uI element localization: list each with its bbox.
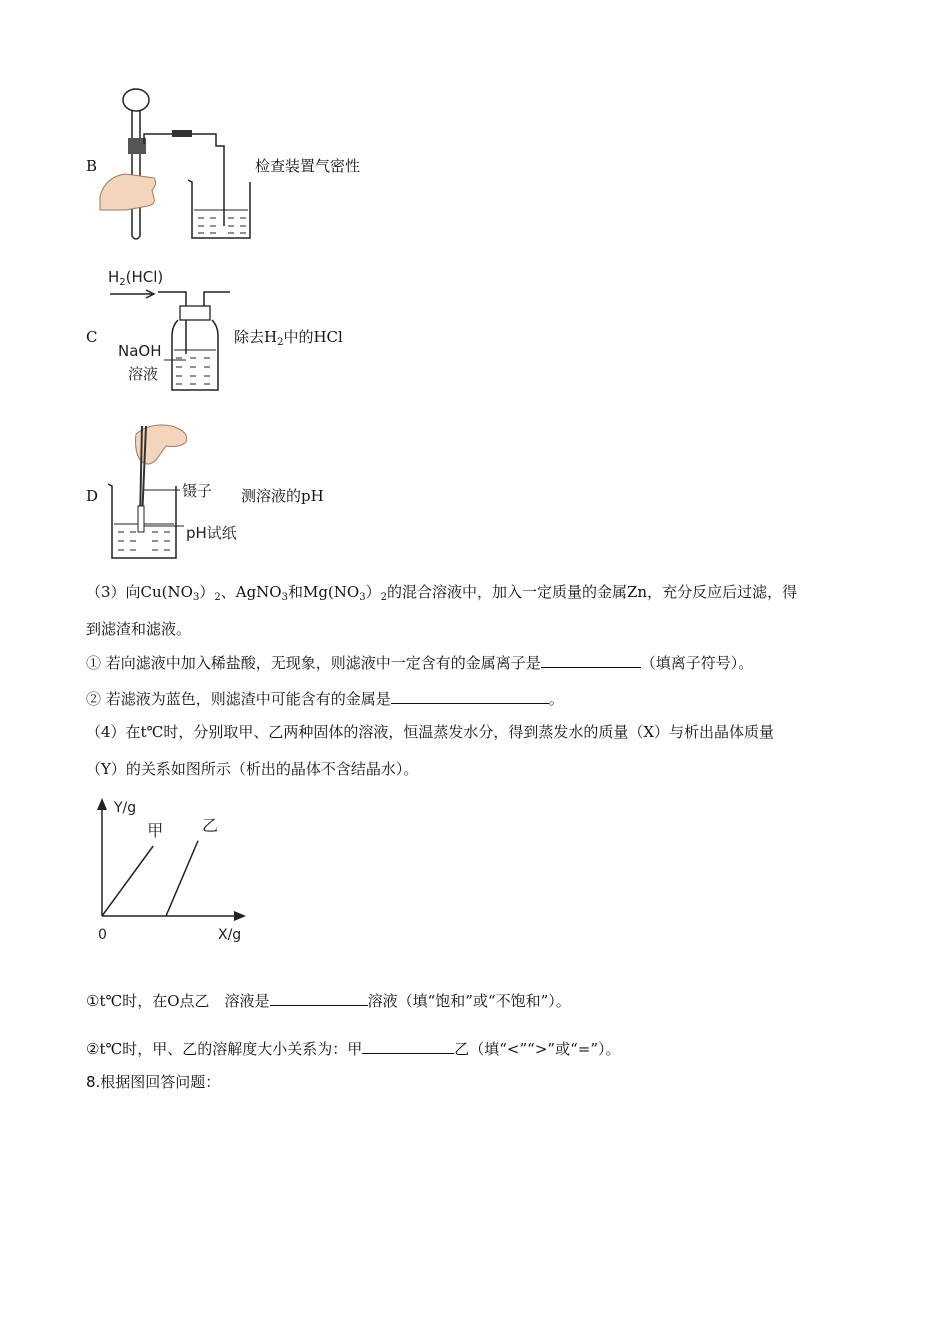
- option-d-caption: 测溶液的pH: [241, 487, 324, 505]
- svg-text:镊子: 镊子: [182, 482, 213, 500]
- series-label-jia: 甲: [147, 821, 164, 840]
- svg-text:H2(HCl): $H_2(HCl)$: [108, 268, 164, 288]
- airtightness-apparatus-figure: [96, 86, 256, 244]
- option-c-letter: C: [86, 328, 98, 346]
- answer-blank-metal-ions[interactable]: [541, 652, 641, 668]
- svg-text:pH试纸: pH试纸: [186, 524, 237, 542]
- option-d-letter: D: [86, 487, 99, 505]
- q3-line-1: （3）向$Cu(NO_3)_2$、AgNO$_3$和$Mg(NO_3)_2$的混合溶液中，加入一定质量的金属Zn，充分反应后过滤，得: [86, 583, 798, 603]
- q3-sub-1: ① 若向滤液中加入稀盐酸，无现象，则滤液中一定含有的金属离子是 （填离子符号）。: [86, 654, 754, 672]
- option-c-caption: 除去$H_2$中的HCl: [234, 328, 343, 348]
- q4-sub-2: ②t℃时，甲、乙的溶解度大小关系为：甲 乙（填“<”“>”或“=”）。: [86, 1040, 621, 1058]
- x-axis-arrow: [234, 911, 246, 921]
- series-label-yi: 乙: [202, 815, 219, 835]
- svg-text:溶液: 溶液: [128, 365, 159, 383]
- series-line-yi: [166, 841, 198, 916]
- q3-line-2: 到滤渣和滤液。: [86, 620, 192, 638]
- q4-sub-1: ①t℃时，在O点乙 溶液是 溶液（填“饱和”或“不饱和”）。: [86, 992, 571, 1010]
- x-axis-label: X/g: [218, 927, 242, 943]
- q8-heading: 8.根据图回答问题：: [86, 1073, 221, 1091]
- y-axis-arrow: [97, 798, 107, 810]
- evaporation-crystal-chart: [88, 792, 258, 944]
- svg-text:NaOH: NaOH: [118, 342, 162, 360]
- option-b-caption: 检查装置气密性: [255, 157, 361, 175]
- y-axis-label: Y/g: [114, 800, 137, 816]
- gas-wash-bottle-figure: [106, 264, 236, 396]
- option-b-letter: B: [86, 157, 98, 175]
- answer-blank-solubility-comparison[interactable]: [362, 1038, 454, 1054]
- ph-measurement-figure: [100, 420, 245, 562]
- q4-line-2: （Y）的关系如图所示（析出的晶体不含结晶水）。: [86, 760, 419, 778]
- origin-label: 0: [98, 927, 107, 943]
- answer-blank-saturation[interactable]: [270, 990, 368, 1006]
- q4-line-1: （4）在t℃时，分别取甲、乙两种固体的溶液，恒温蒸发水分，得到蒸发水的质量（X）与析出晶体质量: [86, 723, 775, 741]
- series-line-jia: [102, 846, 153, 916]
- q3-sub-2: ② 若滤液为蓝色，则滤渣中可能含有的金属是 。: [86, 690, 564, 708]
- answer-blank-residue-metals[interactable]: [391, 688, 549, 704]
